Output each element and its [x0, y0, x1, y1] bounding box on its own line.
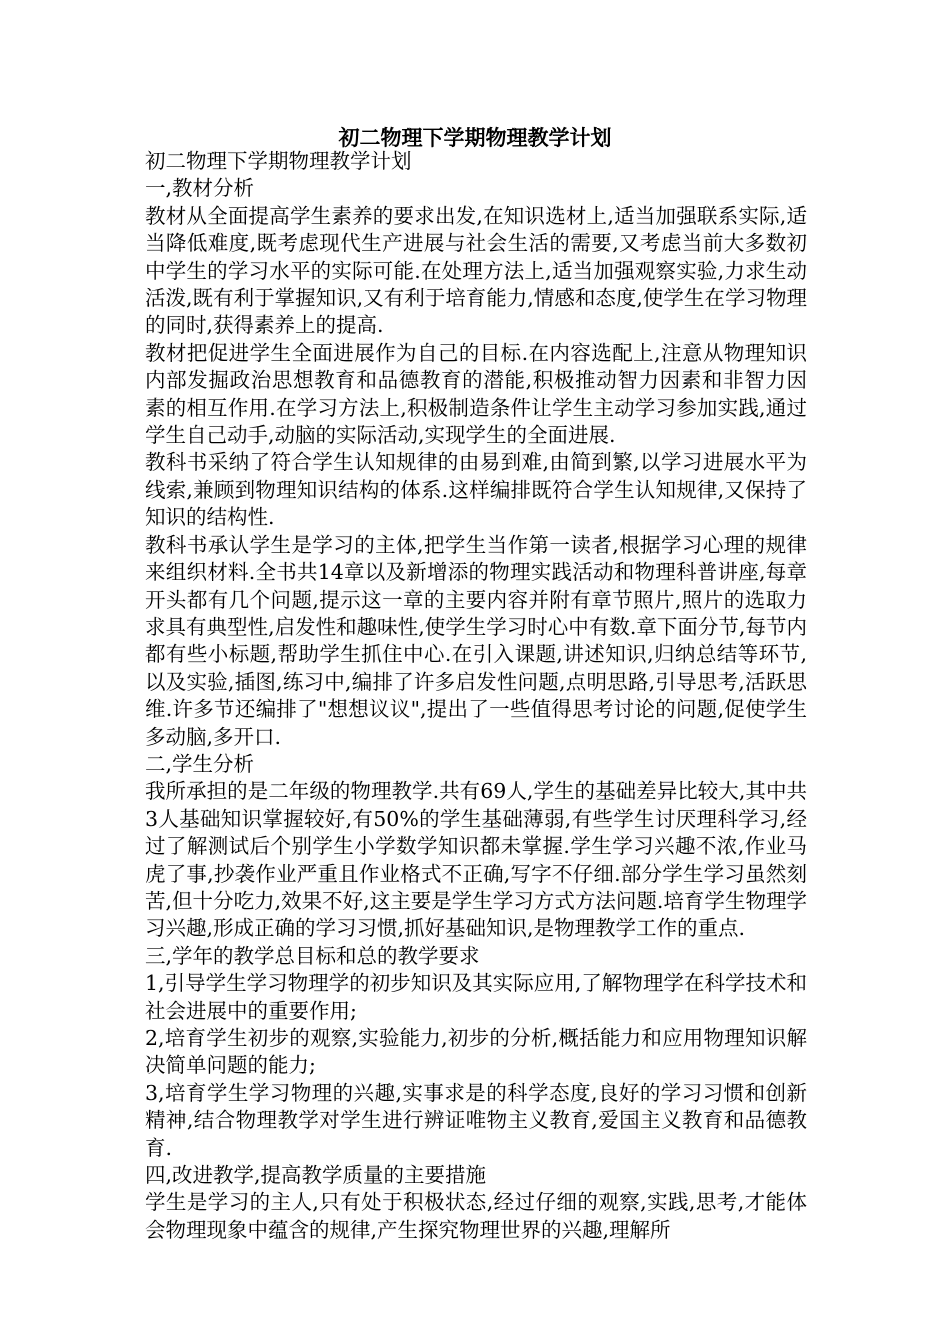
- subtitle-line: 初二物理下学期物理教学计划: [145, 149, 412, 173]
- list-item: 3,培育学生学习物理的兴趣,实事求是的科学态度,良好的学习习惯和创新精神,结合物理教学对学生进行辨证唯物主义教育,爱国主义教育和品德教育.: [145, 1080, 807, 1160]
- paragraph: 教材从全面提高学生素养的要求出发,在知识选材上,适当加强联系实际,适当降低难度,既考虑现代生产进展与社会生活的需要,又考虑当前大多数初中学生的学习水平的实际可能.在处理方法上,适当加强观察实验,力求生动活泼,既有利于掌握知识,又有利于培育能力,情感和态度,使学生在学习物理的同时,获得素养上的提高.: [145, 203, 807, 338]
- paragraph: 学生是学习的主人,只有处于积极状态,经过仔细的观察,实践,思考,才能体会物理现象中蕴含的规律,产生探究物理世界的兴趣,理解所: [145, 1190, 807, 1242]
- section-heading-textbook-analysis: 一,教材分析: [145, 176, 255, 201]
- document-body: [145, 148, 807, 1244]
- section-heading-student-analysis: 二,学生分析: [145, 751, 255, 776]
- document-title: 初二物理下学期物理教学计划: [338, 125, 612, 150]
- paragraph: 教材把促进学生全面进展作为自己的目标.在内容选配上,注意从物理知识内部发掘政治思想教育和品德教育的潜能,积极推动智力因素和非智力因素的相互作用.在学习方法上,积极制造条件让学生主动学习参加实践,通过学生自己动手,动脑的实际活动,实现学生的全面进展.: [145, 340, 807, 448]
- paragraph: 我所承担的是二年级的物理教学.共有69人,学生的基础差异比较大,其中共3人基础知识掌握较好,有50%的学生基础薄弱,有些学生讨厌理科学习,经过了解测试后个别学生小学数学知识都未掌握.学生学习兴趣不浓,作业马虎了事,抄袭作业严重且作业格式不正确,写字不仔细.部分学生学习虽然刻苦,但十分吃力,效果不好,这主要是学生学习方式方法问题.培育学生物理学习兴趣,形成正确的学习习惯,抓好基础知识,是物理教学工作的重点.: [145, 779, 807, 941]
- list-item: 2,培育学生初步的观察,实验能力,初步的分析,概括能力和应用物理知识解决简单问题的能力;: [145, 1026, 807, 1078]
- paragraph: 教科书承认学生是学习的主体,把学生当作第一读者,根据学习心理的规律来组织材料.全书共14章以及新增添的物理实践活动和物理科普讲座,每章开头都有几个问题,提示这一章的主要内容并附有章节照片,照片的选取力求具有典型性,启发性和趣味性,使学生学习时心中有数.章下面分节,每节内都有些小标题,帮助学生抓住中心.在引入课题,讲述知识,归纳总结等环节,以及实验,插图,练习中,编排了许多启发性问题,点明思路,引导思考,活跃思维.许多节还编排了"想想议议",提出了一些值得思考讨论的问题,促使学生多动脑,多开口.: [145, 532, 807, 749]
- paragraph: 教科书采纳了符合学生认知规律的由易到难,由简到繁,以学习进展水平为线索,兼顾到物理知识结构的体系.这样编排既符合学生认知规律,又保持了知识的结构性.: [145, 450, 807, 530]
- list-item: 1,引导学生学习物理学的初步知识及其实际应用,了解物理学在科学技术和社会进展中的重要作用;: [145, 971, 807, 1023]
- section-heading-teaching-goals: 三,学年的教学总目标和总的教学要求: [145, 943, 480, 968]
- section-heading-improvement-measures: 四,改进教学,提高教学质量的主要措施: [145, 1163, 487, 1188]
